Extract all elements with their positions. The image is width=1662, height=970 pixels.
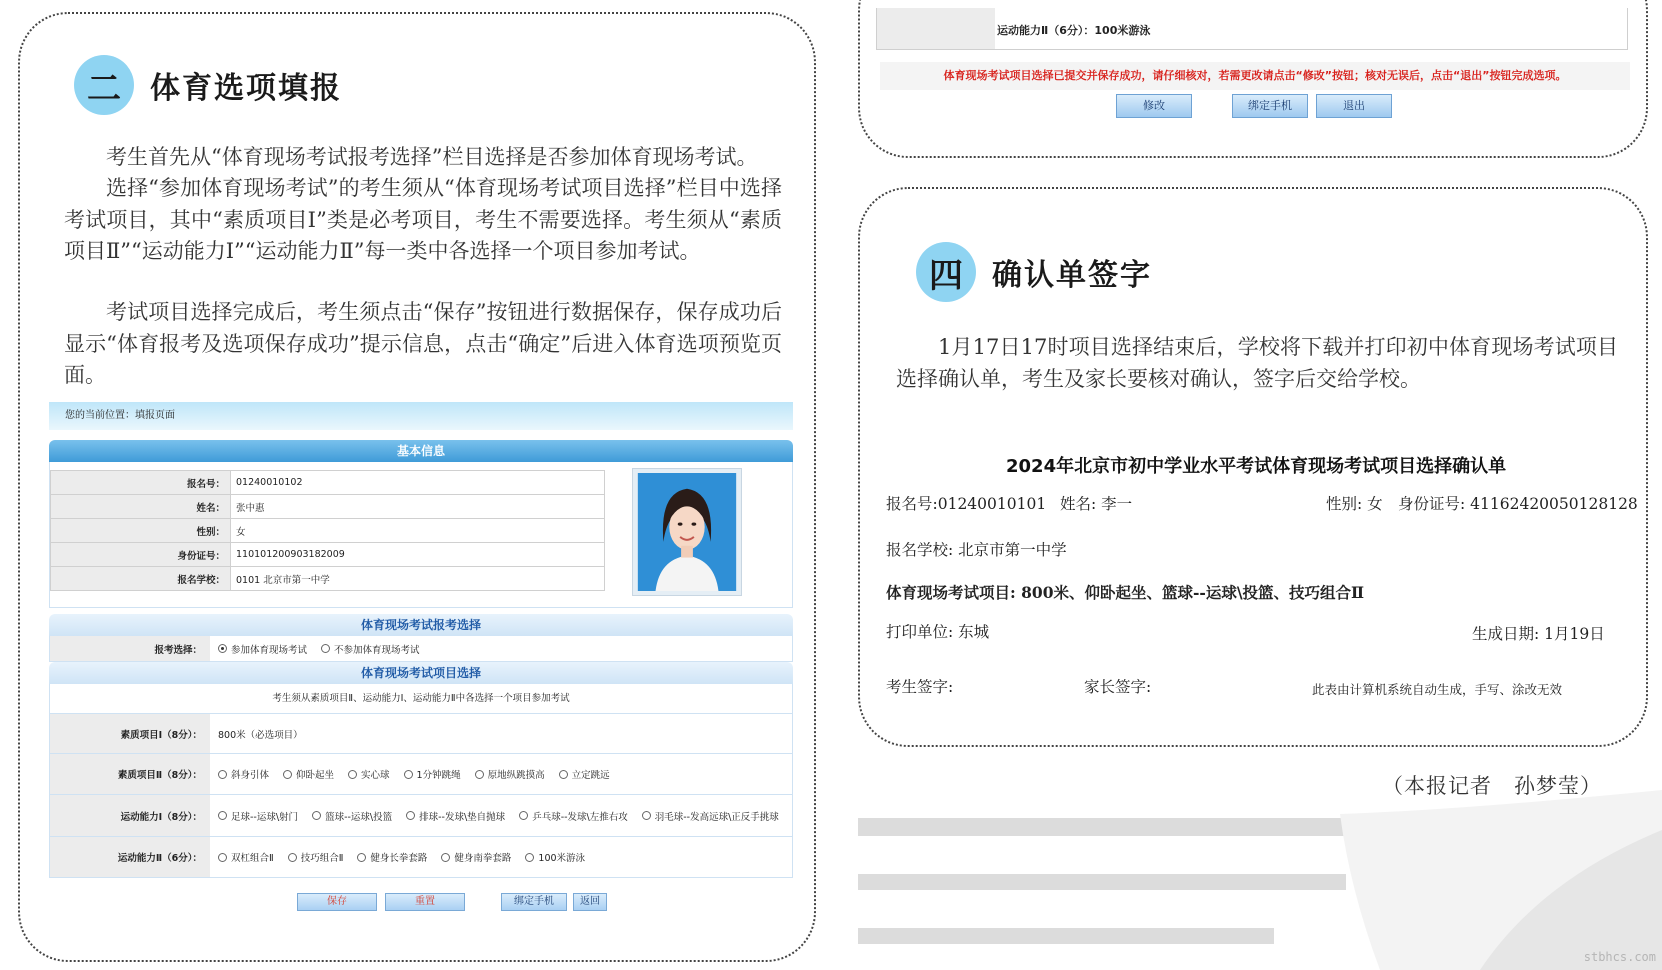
confirm-id-no: 身份证号: 41162420050128128 <box>1398 495 1638 513</box>
radio-option[interactable] <box>288 850 344 864</box>
motor-1-options <box>210 795 792 836</box>
option-label: 立定跳远 <box>571 770 610 781</box>
bind-phone-button-2[interactable]: 绑定手机 <box>1232 94 1308 118</box>
section-2-paragraph-1: 考生首先从“体育现场考试报考选择”栏目选择是否参加体育现场考试。 <box>106 145 758 169</box>
radio-option[interactable] <box>218 809 298 823</box>
registration-choice-title: 体育现场考试报考选择 <box>49 614 793 636</box>
radio-icon <box>475 770 484 779</box>
registration-choice-row <box>49 636 793 662</box>
section-2-paragraph-2: 选择“参加体育现场考试”的考生须从“体育现场考试项目选择”栏目中选择考试项目，其中“素质项目Ⅰ”类是必考项目，考生不需要选择。考生须从“素质项目Ⅱ”“运动能力Ⅰ”“运动能力Ⅱ”每一类中各选择一个项目参加考试。 <box>64 176 782 263</box>
radio-option[interactable] <box>357 850 427 864</box>
breadcrumb: 您的当前位置：填报页面 <box>49 402 793 430</box>
confirm-name: 姓名: 李一 <box>1060 495 1133 513</box>
confirm-gen-date: 生成日期: 1月19日 <box>1472 625 1605 643</box>
decorative-bar <box>858 928 1274 944</box>
motor-1-row <box>49 795 793 837</box>
option-label: 100米游泳 <box>538 853 586 864</box>
confirm-footnote: 此表由计算机系统自动生成，手写、涂改无效 <box>1312 682 1563 697</box>
radio-option[interactable] <box>312 809 392 823</box>
parent-signature-label: 家长签字: <box>1084 678 1152 696</box>
option-label: 健身长拳套路 <box>370 853 428 864</box>
radio-icon <box>218 853 227 862</box>
radio-icon <box>441 853 450 862</box>
field-label: 报名学校： <box>51 567 231 591</box>
radio-icon <box>283 770 292 779</box>
option-label: 双杠组合Ⅱ <box>231 853 274 864</box>
radio-option[interactable] <box>525 850 585 864</box>
decorative-bar <box>858 818 1346 836</box>
exit-button[interactable]: 退出 <box>1316 94 1392 118</box>
form-buttons <box>49 878 793 918</box>
watermark: stbhcs.com <box>1583 950 1656 964</box>
motor-2-options <box>210 837 792 877</box>
quality-2-label: 素质项目Ⅱ（8分）： <box>50 754 210 794</box>
field-label: 性别： <box>51 519 231 543</box>
motor-2-label: 运动能力Ⅱ（6分）： <box>50 837 210 877</box>
section-4-paragraph: 1月17日17时项目选择结束后，学校将下载并打印初中体育现场考试项目选择确认单，考生及家长要核对确认，签字后交给学校。 <box>896 335 1618 391</box>
table-row <box>51 519 605 543</box>
radio-not-attend[interactable] <box>321 642 420 656</box>
save-success-warning: 体育现场考试项目选择已提交并保存成功，请仔细核对，若需更改请点击“修改”按钮；核对无误后，点击“退出”按钮完成选项。 <box>880 62 1630 90</box>
option-label: 篮球--运球\投篮 <box>325 811 393 823</box>
registration-form-screenshot <box>49 402 793 918</box>
field-label: 姓名： <box>51 495 231 519</box>
confirm-gender: 性别: 女 <box>1326 495 1383 513</box>
confirm-school: 报名学校: 北京市第一中学 <box>886 541 1067 559</box>
section-4-number: 四 <box>916 242 976 302</box>
modify-button[interactable]: 修改 <box>1116 94 1192 118</box>
radio-icon <box>406 811 415 820</box>
radio-option[interactable] <box>559 767 610 781</box>
radio-option[interactable] <box>406 809 505 823</box>
motor-2-row <box>49 837 793 878</box>
table-row <box>51 495 605 519</box>
radio-icon <box>404 770 413 779</box>
radio-option[interactable] <box>348 767 390 781</box>
quality-1-label: 素质项目Ⅰ（8分）： <box>50 714 210 753</box>
student-photo-frame <box>632 468 742 596</box>
radio-option[interactable] <box>283 767 334 781</box>
section-4-title: 确认单签字 <box>992 258 1152 293</box>
table-row <box>51 543 605 567</box>
option-label: 技巧组合Ⅱ <box>300 853 344 864</box>
option-label: 参加体育现场考试 <box>231 644 308 656</box>
radio-attend[interactable] <box>218 642 307 656</box>
reset-button[interactable]: 重置 <box>385 893 465 911</box>
motor-2-result-row <box>876 8 1628 50</box>
quality-2-row <box>49 754 793 795</box>
radio-icon <box>642 811 651 820</box>
registration-choice-label: 报考选择： <box>50 636 210 661</box>
decorative-bar <box>858 874 1346 890</box>
quality-2-options <box>210 754 792 794</box>
basic-info-section <box>49 462 793 608</box>
radio-option[interactable] <box>218 850 274 864</box>
bind-phone-button[interactable]: 绑定手机 <box>501 893 567 911</box>
radio-icon <box>218 811 227 820</box>
radio-option[interactable] <box>475 767 545 781</box>
basic-info-table <box>50 470 605 591</box>
reporter-byline: （本报记者 孙梦莹） <box>1382 774 1602 798</box>
section-2-title: 体育选项填报 <box>150 71 342 106</box>
field-value: 110101200903182009 <box>231 543 605 567</box>
option-label: 排球--发球\垫自抛球 <box>419 811 506 823</box>
field-label: 身份证号： <box>51 543 231 567</box>
student-photo <box>637 473 737 591</box>
option-label: 实心球 <box>361 770 390 781</box>
option-label: 乒乓球--发球\左推右攻 <box>532 811 628 823</box>
confirm-print-unit: 打印单位: 东城 <box>886 623 990 641</box>
confirm-items: 体育现场考试项目: 800米、仰卧起坐、篮球--运球\投篮、技巧组合Ⅱ <box>886 583 1365 602</box>
confirm-reg-no: 报名号:01240010101 <box>886 495 1047 513</box>
option-label: 健身南拳套路 <box>454 853 512 864</box>
radio-option[interactable] <box>441 850 511 864</box>
field-value: 0101 北京市第一中学 <box>231 567 605 591</box>
quality-1-row <box>49 714 793 754</box>
option-label: 1分钟跳绳 <box>416 770 461 781</box>
option-label: 斜身引体 <box>231 770 270 781</box>
field-value: 张中惠 <box>231 495 605 519</box>
radio-option[interactable] <box>642 809 779 823</box>
radio-icon <box>348 770 357 779</box>
field-value: 01240010102 <box>231 471 605 495</box>
radio-option[interactable] <box>218 767 269 781</box>
section-2-number: 二 <box>74 55 134 115</box>
radio-option[interactable] <box>519 809 628 823</box>
motor-2-result: 运动能力Ⅱ（6分）：100米游泳 <box>997 24 1151 37</box>
basic-info-title: 基本信息 <box>49 440 793 462</box>
item-selection-title: 体育现场考试项目选择 <box>49 662 793 684</box>
field-label: 报名号： <box>51 471 231 495</box>
radio-option[interactable] <box>404 767 461 781</box>
registration-choice-options <box>210 636 792 661</box>
table-row <box>51 471 605 495</box>
table-row <box>51 567 605 591</box>
section-2-paragraph-3: 考试项目选择完成后，考生须点击“保存”按钮进行数据保存，保存成功后显示“体育报考及选项保存成功”提示信息，点击“确定”后进入体育选项预览页面。 <box>64 300 782 387</box>
section-4-header <box>916 242 1152 302</box>
confirm-sheet-title: 2024年北京市初中学业水平考试体育现场考试项目选择确认单 <box>1006 456 1507 477</box>
field-value: 女 <box>231 519 605 543</box>
radio-icon <box>519 811 528 820</box>
option-label: 足球--运球\射门 <box>231 811 299 823</box>
radio-icon <box>218 770 227 779</box>
option-label: 原地纵跳摸高 <box>487 770 545 781</box>
radio-icon <box>559 770 568 779</box>
back-button[interactable]: 返回 <box>573 893 607 911</box>
option-label: 仰卧起坐 <box>296 770 335 781</box>
radio-icon <box>288 853 297 862</box>
radio-icon <box>321 644 330 653</box>
radio-icon <box>525 853 534 862</box>
student-signature-label: 考生签字: <box>886 678 954 696</box>
row-label-cell <box>877 8 995 49</box>
motor-1-label: 运动能力Ⅰ（8分）： <box>50 795 210 836</box>
save-button[interactable]: 保存 <box>297 893 377 911</box>
page-curl-decoration <box>1340 790 1662 970</box>
radio-icon <box>357 853 366 862</box>
section-2-header <box>74 55 342 115</box>
option-label: 不参加体育现场考试 <box>334 644 420 656</box>
option-label: 羽毛球--发高远球\正反手挑球 <box>654 811 779 823</box>
radio-icon <box>218 644 227 653</box>
radio-icon <box>312 811 321 820</box>
item-selection-note: 考生须从素质项目Ⅱ、运动能力Ⅰ、运动能力Ⅱ中各选择一个项目参加考试 <box>49 684 793 714</box>
quality-1-value: 800米（必选项目） <box>218 729 303 741</box>
